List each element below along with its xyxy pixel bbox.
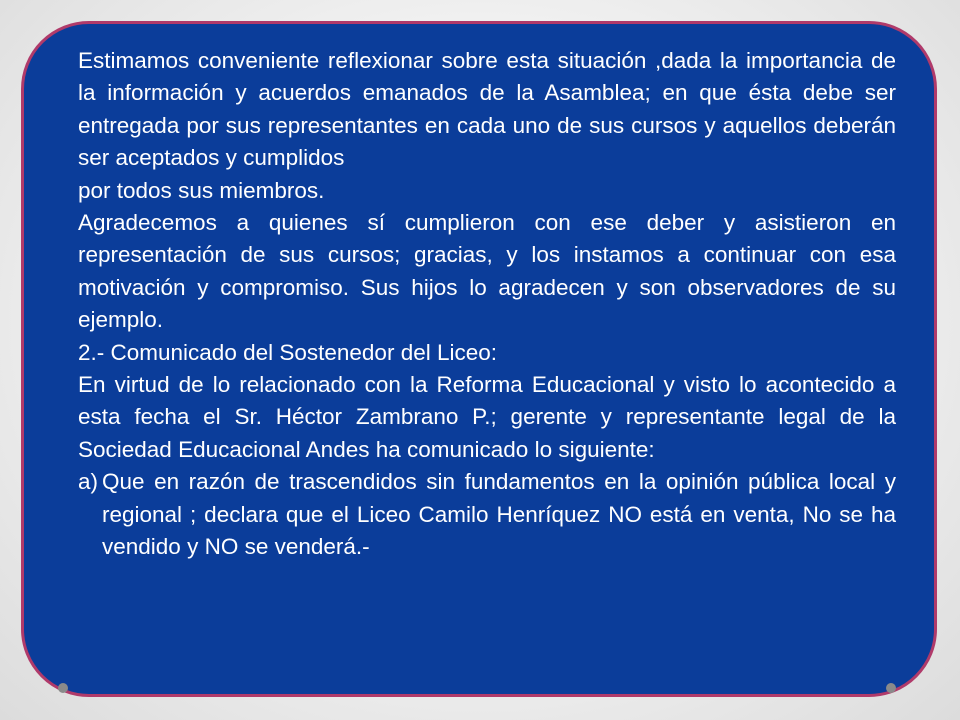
document-body (78, 45, 896, 564)
paragraph-members: por todos sus miembros. (78, 177, 325, 203)
decorative-dot-left (58, 683, 68, 693)
paragraph-reflection: Estimamos conveniente reflexionar sobre esta situación ,dada la importancia de la información y acuerdos emanados de la Asamblea; en que ésta debe ser entregada por sus representantes en cada uno de sus cursos y aquellos deberán ser aceptados y cumplidos (78, 48, 896, 171)
list-item-marker: a) (78, 469, 99, 495)
list-item (78, 466, 896, 563)
list-item-text: Que en razón de trascendidos sin fundamentos en la opinión pública local y regional ; declara que el Liceo Camilo Henríquez NO está en venta, No se ha vendido y NO se venderá.- (102, 469, 896, 560)
section-heading: 2.- Comunicado del Sostenedor del Liceo: (78, 339, 498, 365)
paragraph-communique: En virtud de lo relacionado con la Reforma Educacional y visto lo acontecido a esta fecha el Sr. Héctor Zambrano P.; gerente y representante legal de la Sociedad Educacional Andes ha comunicado lo siguiente: (78, 372, 896, 462)
paragraph-thanks: Agradecemos a quienes sí cumplieron con ese deber y asistieron en representación de sus cursos; gracias, y los instamos a continuar con esa motivación y compromiso. Sus hijos lo agradecen y son observadores de su ejemplo. (78, 210, 896, 333)
decorative-dot-right (886, 683, 896, 693)
